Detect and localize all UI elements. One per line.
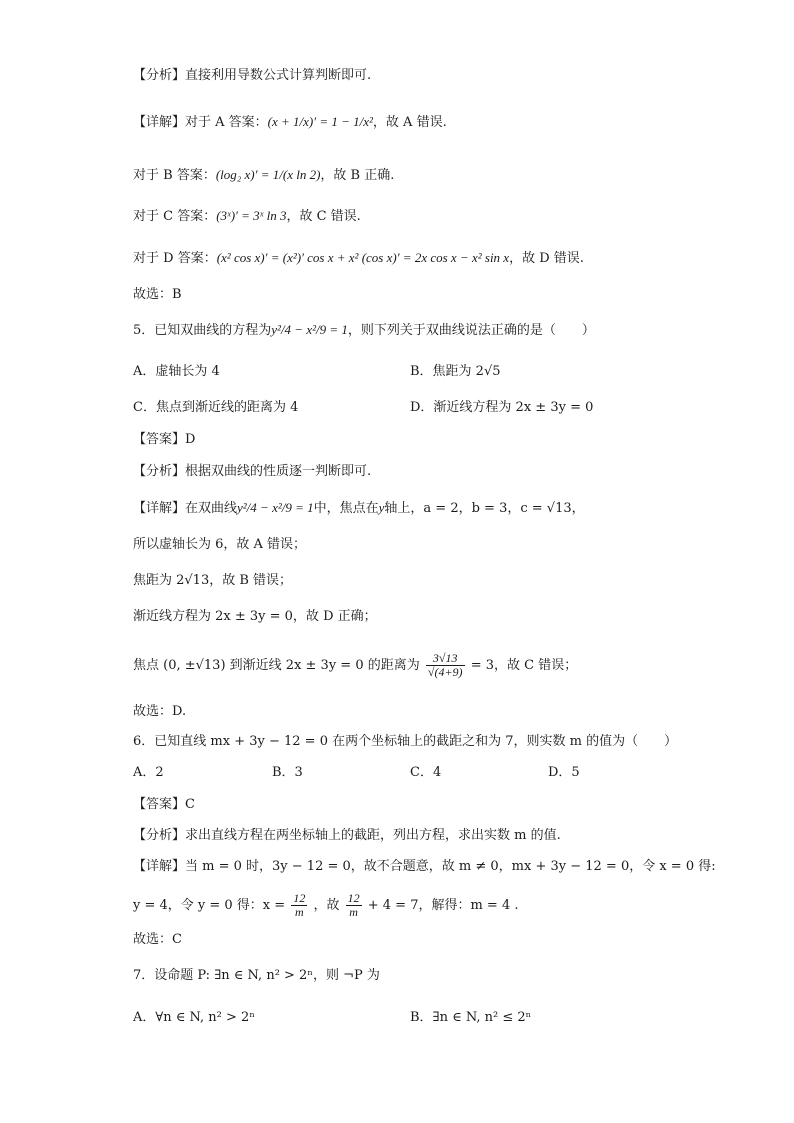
detail-line-a: 【详解】对于 A 答案：(x + 1/x)′ = 1 − 1/x²，故 A 错误. bbox=[133, 114, 447, 130]
q5-selection: 故选：D. bbox=[133, 704, 187, 719]
q5-analysis: 【分析】根据双曲线的性质逐一判断即可. bbox=[133, 464, 372, 479]
question-7: 7．设命题 P: ∃n ∈ N, n² > 2ⁿ，则 ¬P 为 bbox=[133, 968, 380, 983]
detail-line-d: 对于 D 答案：(x² cos x)′ = (x²)′ cos x + x² (cos x)′ = 2x cos x − x² sin x，故 D 错误. bbox=[133, 250, 584, 266]
q6-option-d: D．5 bbox=[548, 765, 580, 780]
fraction-12-m: $\frac{12}{m}$ bbox=[293, 891, 306, 919]
q5-option-b: B．焦距为 2√5 bbox=[410, 364, 501, 379]
question-5: 5．已知双曲线的方程为y²/4 − x²/9 = 1，则下列关于双曲线说法正确的是（ ） bbox=[133, 322, 595, 338]
q5-detail-4: 渐近线方程为 2x ± 3y = 0，故 D 正确； bbox=[133, 609, 377, 624]
q7-option-a: A．∀n ∈ N, n² > 2ⁿ bbox=[133, 1010, 255, 1025]
q6-detail-2: y = 4，令 y = 0 得：x = $\frac{12}{m}$ ，故 $\frac{12}{m}$ + 4 = 7，解得：m = 4 . bbox=[133, 891, 519, 919]
q6-answer: 【答案】C bbox=[133, 797, 195, 812]
q6-analysis: 【分析】求出直线方程在两坐标轴上的截距，列出方程，求出实数 m 的值. bbox=[133, 828, 561, 843]
distance-fraction: $\frac{3√13}{√(4+9)}$ bbox=[427, 651, 463, 679]
q5-detail: 【详解】在双曲线y²/4 − x²/9 = 1中，焦点在y轴上，a = 2，b = 3，c = √13， bbox=[133, 500, 585, 516]
q6-selection: 故选：C bbox=[133, 932, 182, 947]
q6-option-c: C．4 bbox=[410, 765, 442, 780]
question-6: 6．已知直线 mx + 3y − 12 = 0 在两个坐标轴上的截距之和为 7，则实数 m 的值为（ ） bbox=[133, 734, 678, 749]
fraction-12-m-2: $\frac{12}{m}$ bbox=[347, 891, 360, 919]
q5-detail-5: 焦点 (0, ±√13) 到渐近线 2x ± 3y = 0 的距离为 $\frac{3√13}{√(4+9)}$ = 3，故 C 错误； bbox=[133, 651, 578, 679]
q5-option-d: D．渐近线方程为 2x ± 3y = 0 bbox=[410, 400, 594, 415]
q5-detail-2: 所以虚轴长为 6，故 A 错误； bbox=[133, 537, 307, 552]
q6-option-b: B．3 bbox=[272, 765, 303, 780]
q6-detail: 【详解】当 m = 0 时，3y − 12 = 0，故不合题意，故 m ≠ 0，mx + 3y − 12 = 0，令 x = 0 得: bbox=[133, 859, 716, 874]
q5-answer: 【答案】D bbox=[133, 432, 196, 447]
q5-option-c: C．焦点到渐近线的距离为 4 bbox=[133, 400, 299, 415]
detail-line-b: 对于 B 答案：(log₂ x)′ = 1/(x ln 2)，故 B 正确. bbox=[133, 167, 395, 183]
q5-option-a: A．虚轴长为 4 bbox=[133, 364, 220, 379]
analysis-line-q4: 【分析】直接利用导数公式计算判断即可. bbox=[133, 68, 372, 83]
q5-detail-3: 焦距为 2√13，故 B 错误； bbox=[133, 573, 293, 588]
q6-option-a: A．2 bbox=[133, 765, 164, 780]
detail-line-c: 对于 C 答案：(3ˣ)′ = 3ˣ ln 3，故 C 错误. bbox=[133, 208, 361, 224]
selection-q4: 故选：B bbox=[133, 287, 182, 302]
q7-option-b: B．∃n ∈ N, n² ≤ 2ⁿ bbox=[410, 1010, 532, 1025]
